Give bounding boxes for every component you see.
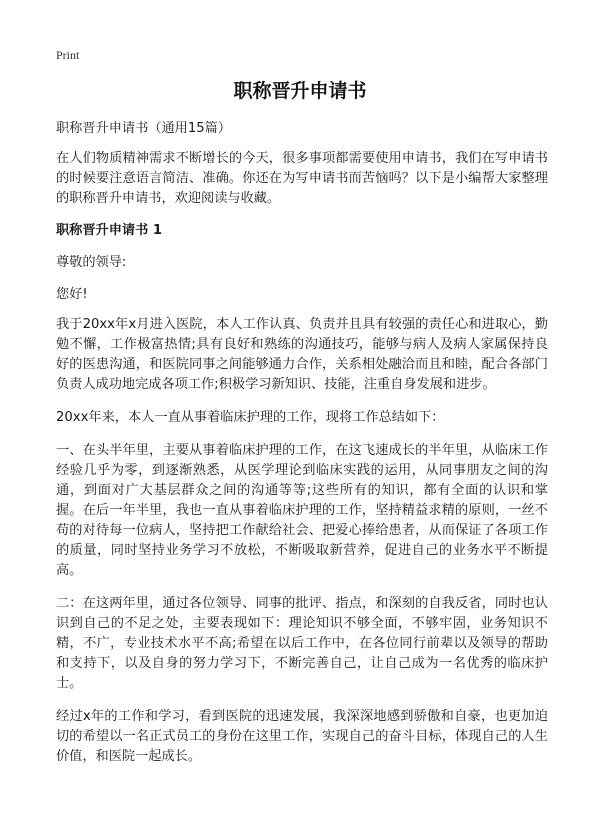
salutation: 尊敬的领导:: [56, 255, 127, 270]
page-title: 职称晋升申请书: [233, 80, 367, 102]
body-paragraph: 二：在这两年里，通过各位领导、同事的批评、指点，和深刻的自我反省，同时也认识到自己的不足之处，主要表现如下：理论知识不够全面，不够牢固，业务知识不精，不广，专业技术水平不高;希望在以后工作中，在各位同行前辈以及领导的帮助和支持下，以及自身的努力学习下，不断完善自己，让自己成为一名优秀的临床护士。: [56, 596, 548, 691]
intro-paragraph: 在人们物质精神需求不断增长的今天，很多事项都需要使用申请书，我们在写申请书的时候要注意语言简洁、准确。你还在为写申请书而苦恼吗？以下是小编帮大家整理的职称晋升申请书，欢迎阅读与收藏。: [56, 151, 548, 206]
print-link[interactable]: Print: [56, 48, 80, 62]
body-paragraph: 一、在头半年里，主要从事着临床护理的工作，在这飞速成长的半年里，从临床工作经验几乎为零，到逐渐熟悉，从医学理论到临床实践的运用，从同事朋友之间的沟通，到面对广大基层群众之间的沟通等等;这些所有的知识，都有全面的认识和掌握。在后一年半里，我也一直从事着临床护理的工作，坚持精益求精的原则，一丝不苟的对待每一位病人，坚持把工作献给社会、把爱心捧给患者，从而保证了各项工作的质量，同时坚持业务学习不放松，不断吸取新营养，促进自己的业务水平不断提高。: [56, 443, 548, 578]
document-body: [56, 119, 548, 780]
greeting: 您好!: [56, 287, 88, 302]
body-paragraph: 经过x年的工作和学习，看到医院的迅速发展，我深深地感到骄傲和自豪，也更加迫切的希望以一名正式员工的身份在这里工作，实现自己的奋斗目标，体现自己的人生价值，和医院一起成长。: [56, 709, 548, 764]
body-paragraph: 20xx年来，本人一直从事着临床护理的工作，现将工作总结如下：: [56, 410, 445, 425]
document-subtitle: 职称晋升申请书（通用15篇）: [56, 121, 232, 136]
section-heading: 职称晋升申请书 1: [56, 223, 163, 238]
body-paragraph: 我于20xx年x月进入医院，本人工作认真、负责并且具有较强的责任心和进取心，勤勉不懈，工作极富热情;具有良好和熟练的沟通技巧，能够与病人及病人家属保持良好的医患沟通，和医院同事之间能够通力合作，关系相处融洽而且和睦，配合各部门负责人成功地完成各项工作;积极学习新知识、技能，注重自身发展和进步。: [56, 317, 548, 392]
